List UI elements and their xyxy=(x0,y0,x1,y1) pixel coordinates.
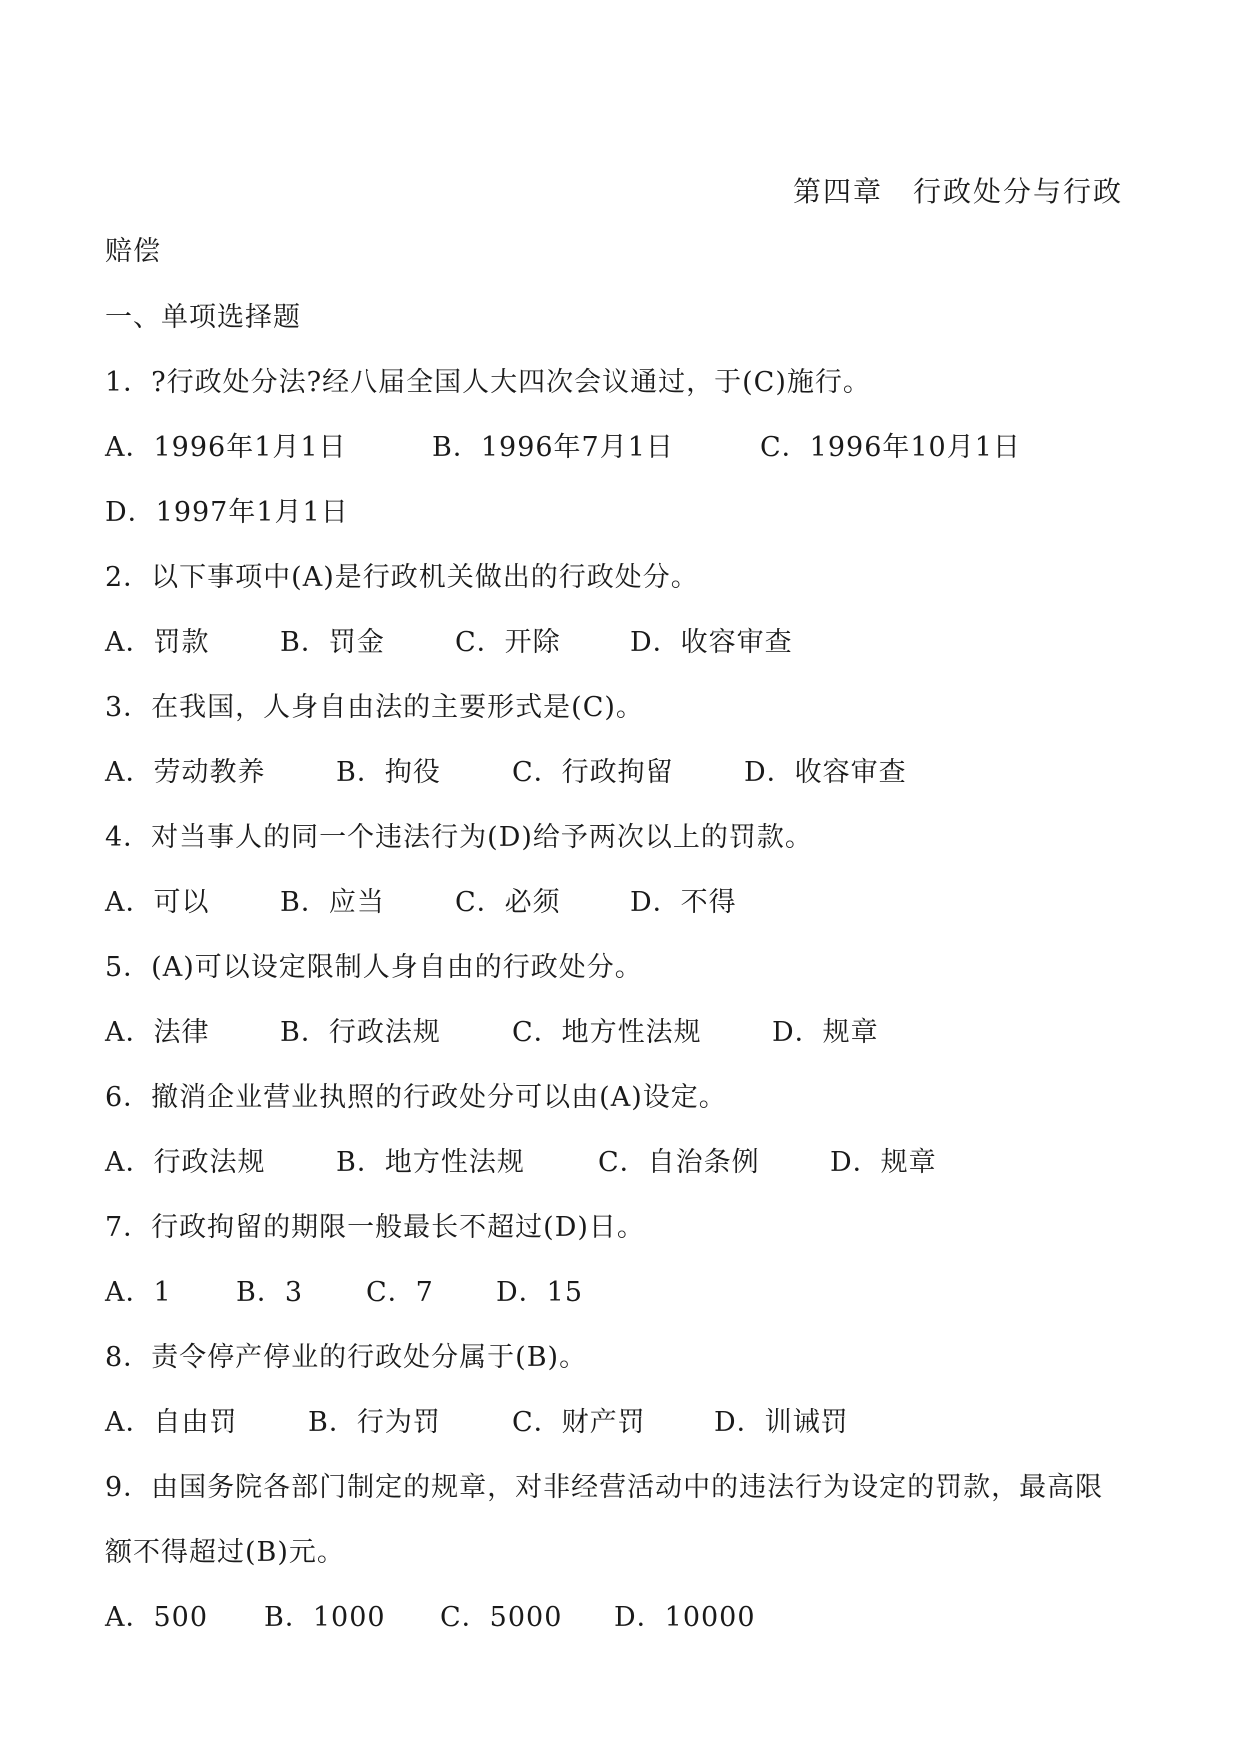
question-4-stem: 4．对当事人的同一个违法行为(D)给予两次以上的罚款。 xyxy=(105,822,813,853)
question-9-option-a: A．500 xyxy=(105,1602,209,1633)
question-2-option-a: A．罚款 xyxy=(105,627,210,658)
chapter-title: 第四章 行政处分与行政 xyxy=(792,175,1123,208)
question-1-option-d: D．1997年1月1日 xyxy=(105,497,349,528)
question-9-option-c: C．5000 xyxy=(440,1602,563,1633)
question-6-option-a: A．行政法规 xyxy=(105,1147,266,1178)
question-3-option-a: A．劳动教养 xyxy=(105,757,266,788)
question-9-option-b: B．1000 xyxy=(264,1602,386,1633)
question-7-option-a: A．1 xyxy=(105,1277,172,1308)
question-4-option-d: D．不得 xyxy=(630,887,737,918)
question-1-option-c: C．1996年10月1日 xyxy=(760,432,1021,463)
question-1-option-a: A．1996年1月1日 xyxy=(105,432,347,463)
question-4-option-b: B．应当 xyxy=(280,887,385,918)
question-5-option-d: D．规章 xyxy=(772,1017,879,1048)
question-6-option-c: C．自治条例 xyxy=(598,1147,760,1178)
question-6-option-b: B．地方性法规 xyxy=(336,1147,525,1178)
question-3-option-c: C．行政拘留 xyxy=(512,757,674,788)
question-9-stem: 9．由国务院各部门制定的规章，对非经营活动中的违法行为设定的罚款，最高限 xyxy=(105,1472,1104,1503)
chapter-title-continued: 赔偿 xyxy=(105,236,161,267)
section-heading: 一、单项选择题 xyxy=(105,302,301,333)
question-8-option-c: C．财产罚 xyxy=(512,1407,646,1438)
question-8-option-b: B．行为罚 xyxy=(308,1407,441,1438)
question-8-stem: 8．责令停产停业的行政处分属于(B)。 xyxy=(105,1342,588,1373)
question-2-option-c: C．开除 xyxy=(455,627,561,658)
question-4-option-c: C．必须 xyxy=(455,887,561,918)
question-9-stem-continued: 额不得超过(B)元。 xyxy=(105,1537,345,1568)
question-1-stem: 1．?行政处分法?经八届全国人大四次会议通过，于(C)施行。 xyxy=(105,367,871,398)
question-3-option-d: D．收容审查 xyxy=(744,757,907,788)
question-6-stem: 6．撤消企业营业执照的行政处分可以由(A)设定。 xyxy=(105,1082,727,1113)
question-7-option-c: C．7 xyxy=(366,1277,434,1308)
question-3-stem: 3．在我国，人身自由法的主要形式是(C)。 xyxy=(105,692,644,723)
question-1-option-b: B．1996年7月1日 xyxy=(432,432,674,463)
question-6-option-d: D．规章 xyxy=(830,1147,937,1178)
question-4-option-a: A．可以 xyxy=(105,887,210,918)
question-2-option-d: D．收容审查 xyxy=(630,627,793,658)
question-5-option-a: A．法律 xyxy=(105,1017,210,1048)
question-3-option-b: B．拘役 xyxy=(336,757,441,788)
question-5-option-b: B．行政法规 xyxy=(280,1017,441,1048)
question-5-stem: 5．(A)可以设定限制人身自由的行政处分。 xyxy=(105,952,643,983)
question-7-option-b: B．3 xyxy=(236,1277,304,1308)
question-2-option-b: B．罚金 xyxy=(280,627,385,658)
question-9-option-d: D．10000 xyxy=(614,1602,756,1633)
question-8-option-a: A．自由罚 xyxy=(105,1407,238,1438)
question-7-stem: 7．行政拘留的期限一般最长不超过(D)日。 xyxy=(105,1212,645,1243)
question-7-option-d: D．15 xyxy=(496,1277,584,1308)
question-2-stem: 2．以下事项中(A)是行政机关做出的行政处分。 xyxy=(105,562,699,593)
question-8-option-d: D．训诫罚 xyxy=(714,1407,849,1438)
question-5-option-c: C．地方性法规 xyxy=(512,1017,702,1048)
